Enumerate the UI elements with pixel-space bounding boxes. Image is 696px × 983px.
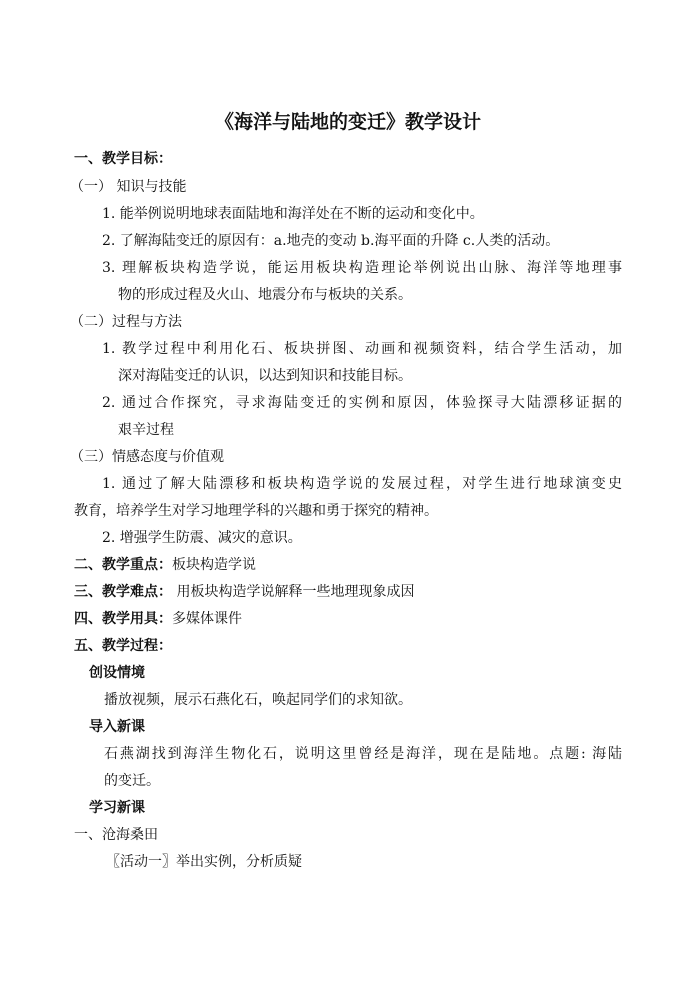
attitude-item: 2. 增强学生防震、减灾的意识。: [102, 530, 302, 546]
step-3-heading: 学习新课: [89, 800, 145, 816]
section-1-sub-3: （三）情感态度与价值观: [70, 449, 224, 465]
step-2-text-cont: 的变迁。: [104, 773, 160, 789]
section-1-sub-2: （二）过程与方法: [70, 314, 182, 330]
section-4-label: 四、教学用具：: [74, 611, 172, 627]
process-item: 2. 通过合作探究，寻求海陆变迁的实例和原因，体验探寻大陆漂移证据的: [102, 395, 622, 411]
section-2-label: 二、教学重点：: [74, 557, 172, 573]
process-item: 1. 教学过程中利用化石、板块拼图、动画和视频资料，结合学生活动，加: [102, 341, 622, 357]
attitude-item-cont: 教育，培养学生对学习地理学科的兴趣和勇于探究的精神。: [74, 503, 438, 519]
step-1-heading: 创设情境: [89, 665, 145, 681]
attitude-item: 1. 通过了解大陆漂移和板块构造学说的发展过程，对学生进行地球演变史: [102, 476, 622, 492]
objective-item: 1. 能举例说明地球表面陆地和海洋处在不断的运动和变化中。: [102, 206, 484, 222]
document-title: 《海洋与陆地的变迁》教学设计: [214, 111, 481, 133]
section-4: [74, 609, 242, 629]
section-2-value: 板块构造学说: [172, 557, 256, 573]
section-1-heading: 一、教学目标：: [74, 151, 172, 167]
activity-1: 〖活动一〗举出实例，分析质疑: [106, 854, 302, 870]
section-4-value: 多媒体课件: [172, 611, 242, 627]
section-5-heading: 五、教学过程：: [74, 638, 172, 654]
objective-item: 3. 理解板块构造学说，能运用板块构造理论举例说出山脉、海洋等地理事: [102, 260, 622, 276]
step-2-heading: 导入新课: [89, 719, 145, 735]
step-2-text: 石燕湖找到海洋生物化石，说明这里曾经是海洋，现在是陆地。点题: 海陆: [104, 746, 622, 762]
section-1-sub-1: （一） 知识与技能: [70, 179, 187, 195]
section-3-label: 三、教学难点：: [74, 584, 172, 600]
part-1-heading: 一、沧海桑田: [74, 827, 158, 843]
section-3-value: 用板块构造学说解释一些地理现象成因: [172, 584, 415, 600]
section-2: [74, 555, 256, 575]
objective-item-cont: 物的形成过程及火山、地震分布与板块的关系。: [118, 287, 412, 303]
objective-item: 2. 了解海陆变迁的原因有：a.地壳的变动 b.海平面的升降 c.人类的活动。: [102, 233, 560, 249]
step-1-text: 播放视频，展示石燕化石，唤起同学们的求知欲。: [104, 692, 412, 708]
process-item-cont: 深对海陆变迁的认识，以达到知识和技能目标。: [118, 368, 412, 384]
process-item-cont: 艰辛过程: [118, 422, 174, 438]
section-3: [74, 582, 414, 602]
